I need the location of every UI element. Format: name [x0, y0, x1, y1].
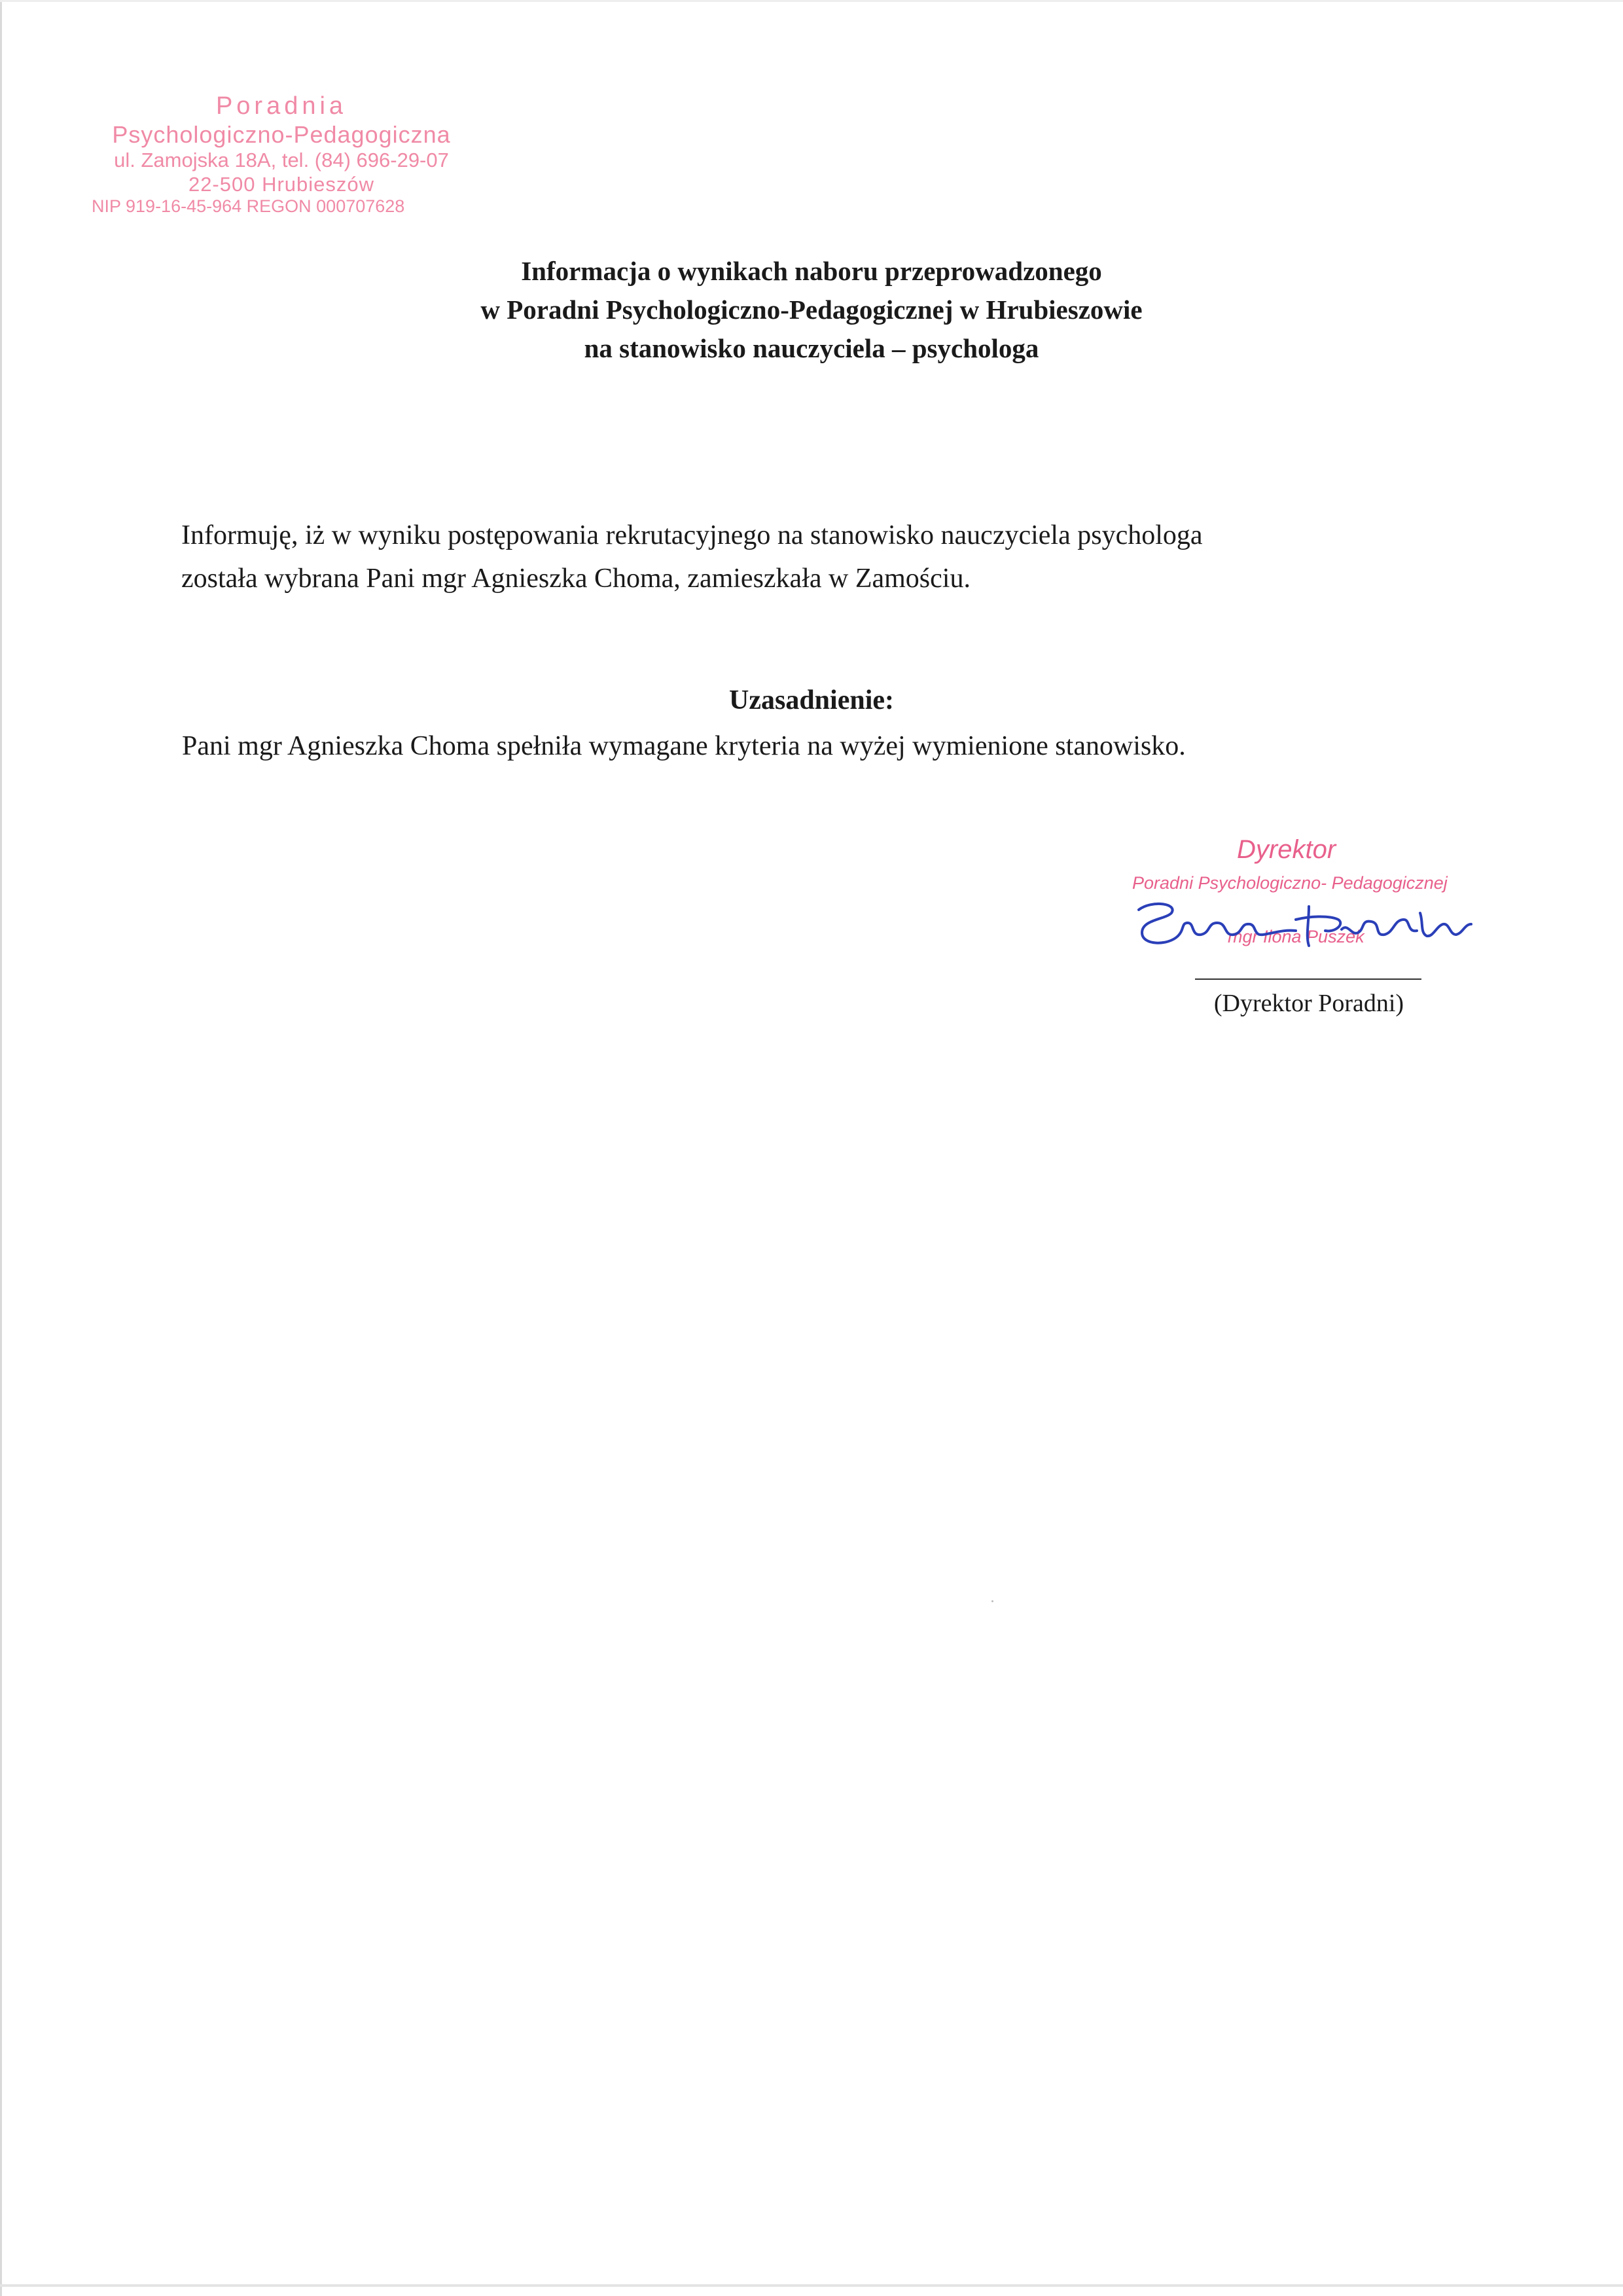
signature-line: [1195, 978, 1421, 980]
scan-speck: [991, 1600, 993, 1602]
document-title: [0, 252, 1623, 368]
body-paragraph: [181, 514, 1451, 600]
justification-text: Pani mgr Agnieszka Choma spełniła wymagane kryteria na wyżej wymienione stanowisko.: [182, 731, 1186, 761]
director-stamp-institution: Poradni Psychologiczno- Pedagogicznej: [1132, 873, 1448, 893]
body-line-1: Informuję, iż w wyniku postępowania rekrutacyjnego na stanowisko nauczyciela psychologa: [181, 520, 1203, 550]
signature-caption: (Dyrektor Poradni): [1213, 990, 1404, 1017]
stamp-line-2: Psychologiczno-Pedagogiczna: [112, 120, 451, 148]
director-stamp-name: mgr Ilona Puszek: [1228, 927, 1364, 946]
scan-edge-top: [0, 0, 1623, 2]
stamp-line-1: Poradnia: [215, 92, 348, 120]
title-line-3: na stanowisko nauczyciela – psychologa: [584, 333, 1039, 363]
title-line-2: w Poradni Psychologiczno-Pedagogicznej w Hrubieszowie: [480, 295, 1143, 325]
stamp-line-5: NIP 919-16-45-964 REGON 000707628: [92, 196, 405, 217]
body-line-2: została wybrana Pani mgr Agnieszka Choma, zamieszkała w Zamościu.: [181, 564, 971, 594]
stamp-line-3: ul. Zamojska 18A, tel. (84) 696-29-07: [114, 149, 449, 172]
director-stamp-title: Dyrektor: [1237, 835, 1336, 864]
handwritten-signature: [1113, 884, 1479, 962]
title-line-1: Informacja o wynikach naboru przeprowadzonego: [521, 256, 1102, 286]
stamp-line-4: 22-500 Hrubieszów: [188, 172, 375, 196]
justification-heading: Uzasadnienie:: [729, 685, 894, 715]
institution-stamp: [92, 92, 471, 217]
scan-edge-bottom: [0, 2284, 1623, 2287]
